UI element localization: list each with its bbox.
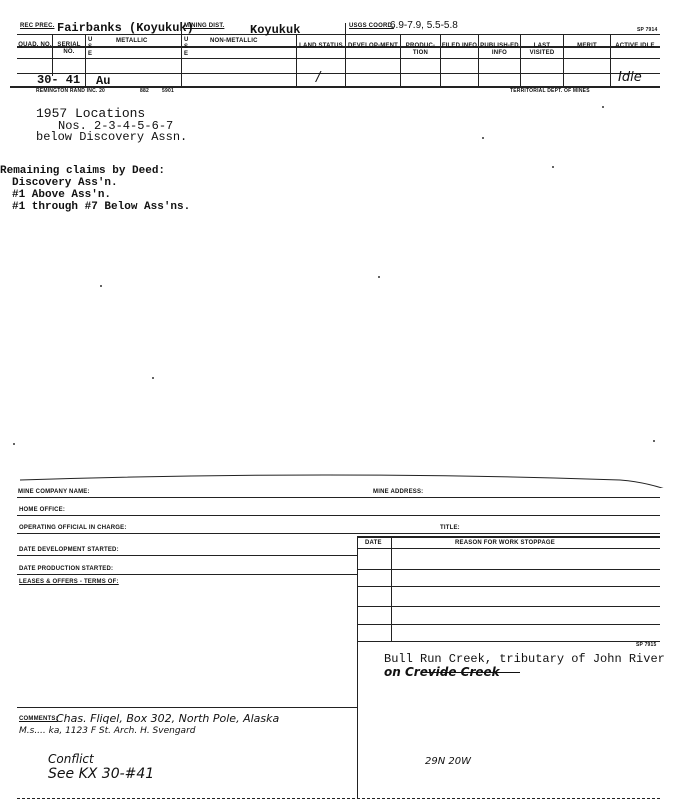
land-status-mark: / [316, 70, 321, 85]
printer-name: REMINGTON RAND INC. 20 [36, 88, 106, 94]
fold-curve [0, 468, 678, 488]
col-quad-no: QUAD. NO. [18, 42, 52, 48]
mining-dist-value: Koyukuk [250, 23, 301, 37]
col-published-info: PUBLISH-ED INFO [480, 43, 519, 56]
col-land-status: LAND STATUS [299, 43, 343, 49]
metallic-value: Au [96, 74, 111, 88]
strike-through [424, 672, 520, 673]
col-last-visited: LAST VISITED [529, 43, 555, 56]
title-label: TITLE: [440, 525, 460, 531]
township-handwritten: 29N 20W [425, 756, 471, 767]
col-metallic: METALLIC [116, 38, 148, 44]
quad-serial-value: 30- 41 [37, 73, 81, 87]
col-production: PRODUC-TION [405, 43, 436, 56]
comment-line-1: Chas. Fliqel, Box 302, North Pole, Alaska [56, 712, 280, 725]
col-filed-info: FILED INFO [441, 43, 478, 49]
date-column-header: DATE [365, 540, 382, 546]
printer-code-2: 5901 [162, 88, 174, 94]
home-office-label: HOME OFFICE: [19, 507, 66, 513]
mine-company-name-label: MINE COMPANY NAME: [18, 489, 90, 495]
usgs-coord-value: 6.9-7.9, 5.5-5.8 [390, 20, 458, 31]
see-reference: See KX 30-#41 [48, 766, 155, 782]
usgs-coord-label: USGS COORD. [349, 23, 394, 29]
rec-prec-label: REC PREC. [20, 23, 55, 29]
col-development: DEVELOP-MENT [347, 43, 399, 49]
col-serial-no: SERIAL NO. [57, 42, 81, 55]
form-number: SP 7914 [637, 27, 658, 33]
remaining-item-1: Discovery Ass'n. [12, 177, 118, 189]
form-number-2: SP 7915 [636, 642, 657, 648]
mine-address-label: MINE ADDRESS: [373, 489, 424, 495]
nonmetallic-prefix: U S E [184, 37, 189, 57]
date-development-started-label: DATE DEVELOPMENT STARTED: [19, 547, 119, 553]
printer-code-1: 882 [140, 88, 149, 94]
agency-name: TERRITORIAL DEPT. OF MINES [510, 88, 590, 94]
operating-official-label: OPERATING OFFICIAL IN CHARGE: [19, 525, 127, 531]
col-merit: MERIT [577, 43, 597, 49]
locations-numbers: Nos. 2-3-4-5-6-7 [58, 119, 174, 133]
comment-line-2: M.s.... ka, 1123 F St. Arch. H. Svengard [19, 726, 196, 736]
locations-title: 1957 Locations [36, 106, 146, 121]
location-handwritten: on Crevide Creek [384, 665, 500, 679]
reason-column-header: REASON FOR WORK STOPPAGE [455, 540, 555, 546]
leases-offers-label: LEASES & OFFERS - TERMS OF: [19, 579, 119, 585]
mining-dist-label: MINING DIST. [184, 23, 225, 29]
col-active-idle: ACTIVE IDLE [615, 43, 655, 49]
remaining-title: Remaining claims by Deed: [0, 165, 166, 177]
locations-below: below Discovery Assn. [36, 130, 188, 144]
rec-prec-value: Fairbanks (Koyukuk) [57, 21, 194, 35]
location-typed: Bull Run Creek, tributary of John River [384, 652, 665, 666]
comments-label: COMMENTS: [19, 716, 58, 722]
conflict-note: Conflict [48, 752, 94, 766]
remaining-item-3: #1 through #7 Below Ass'ns. [12, 201, 191, 213]
date-production-started-label: DATE PRODUCTION STARTED: [19, 566, 114, 572]
col-nonmetallic: NON-METALLIC [210, 38, 258, 44]
active-idle-value: Idle [618, 70, 642, 85]
metallic-prefix: U S E [88, 37, 93, 57]
remaining-item-2: #1 Above Ass'n. [12, 189, 112, 201]
